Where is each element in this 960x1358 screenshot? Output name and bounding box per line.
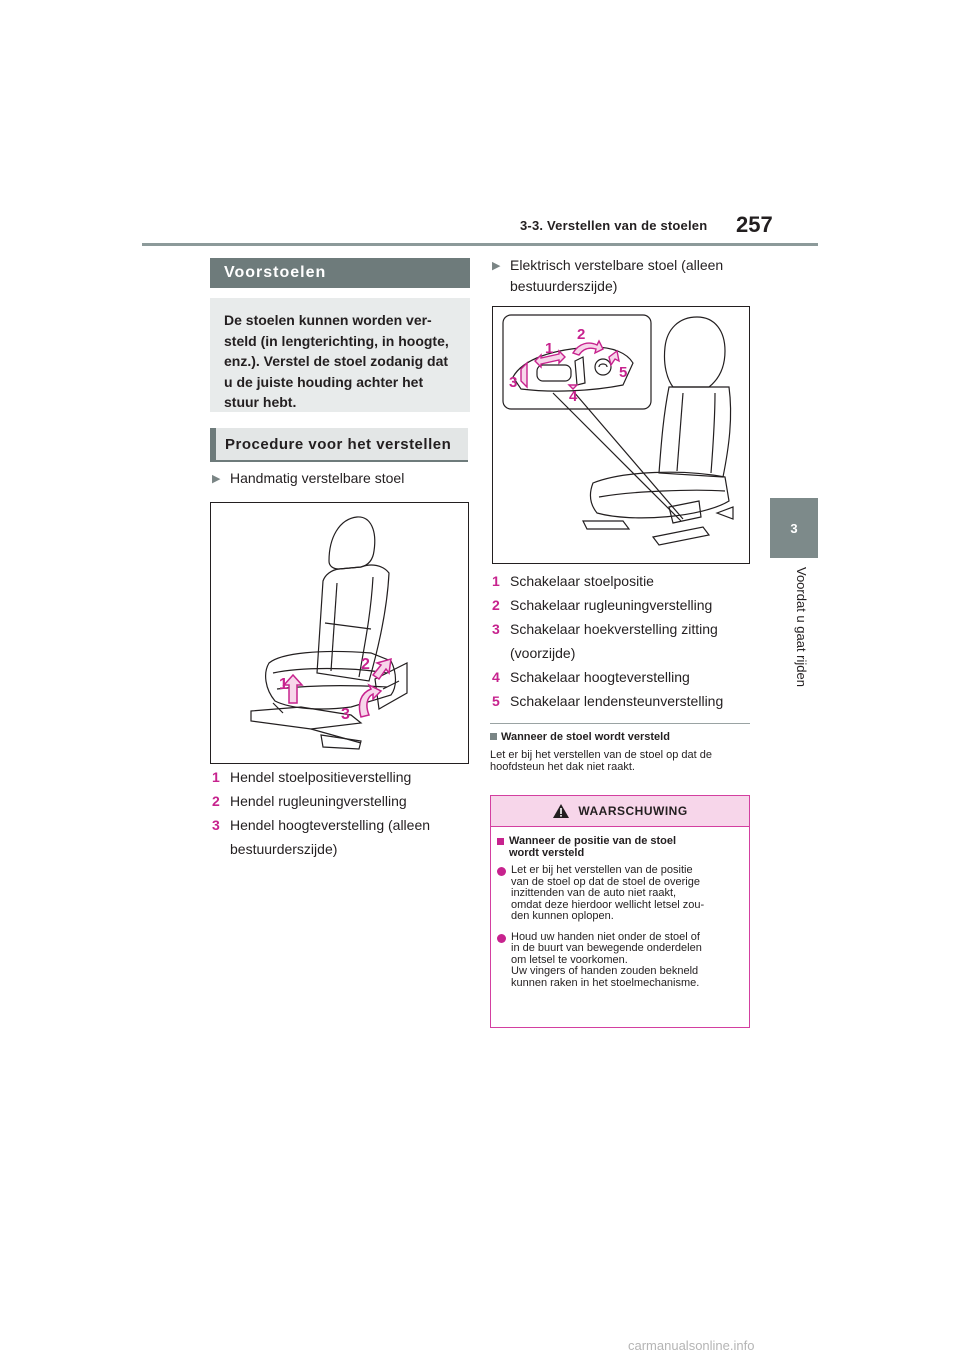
warning-item: Houd uw handen niet onder de stoel of in de buurt van bewegende onderdelen om letsel te voorkomen. Uw vingers of handen zouden bekneld kunnen raken in het stoelmechanisme. xyxy=(491,923,749,990)
power-callout-2: 2 xyxy=(577,326,586,343)
power-seat-label: ▶ Elektrisch verstelbare stoel (alleen bestuurderszijde) xyxy=(492,255,723,297)
list-item: 3 Schakelaar hoekverstelling zitting (voorzijde) xyxy=(492,621,718,661)
note-body: Let er bij het verstellen van de stoel op dat de hoofdsteun het dak niet raakt. xyxy=(490,749,712,773)
warning-subheading: Wanneer de positie van de stoel wordt versteld xyxy=(491,827,749,859)
intro-line: u de juiste houding achter het xyxy=(224,373,424,390)
manual-seat-text: Handmatig verstelbare stoel xyxy=(230,470,405,486)
manual-seat-label xyxy=(212,468,404,490)
list-item: 2 Schakelaar rugleuningverstelling xyxy=(492,597,713,613)
warning-box xyxy=(490,795,750,1028)
intro-line: De stoelen kunnen worden ver- xyxy=(224,312,432,328)
bullet-dot-icon xyxy=(497,867,506,876)
power-items-list xyxy=(492,569,752,713)
list-item: 1 Schakelaar stoelpositie xyxy=(492,573,654,589)
note-divider xyxy=(490,723,750,724)
warning-item: Let er bij het verstellen van de positie van de stoel op dat de stoel de overige inzittenden van de auto niet raakt, omdat deze hierdoor wellicht letsel zou- den kunnen oplopen. xyxy=(491,859,749,923)
chapter-tab: 3 xyxy=(770,498,818,558)
square-bullet-icon xyxy=(497,838,504,845)
list-item: 3 Hendel hoogteverstelling (alleen bestuurderszijde) xyxy=(212,817,431,857)
power-callout-5: 5 xyxy=(619,364,628,381)
header-divider xyxy=(142,243,818,246)
note-title: Wanneer de stoel wordt versteld xyxy=(490,731,670,743)
watermark: carmanualsonline.info xyxy=(628,1338,755,1353)
manual-callout-2: 2 xyxy=(361,656,370,673)
arrow-bullet-icon: ▶ xyxy=(492,260,501,272)
warning-triangle-icon xyxy=(552,803,570,819)
arrow-bullet-icon: ▶ xyxy=(212,473,221,485)
manual-callout-3: 3 xyxy=(341,706,350,723)
power-seat-figure xyxy=(492,306,750,564)
manual-seat-figure xyxy=(210,502,469,764)
list-item: 1 Hendel stoelpositieverstelling xyxy=(212,769,412,785)
list-item: 2 Hendel rugleuningverstelling xyxy=(212,793,407,809)
section-heading: Voorstoelen xyxy=(210,258,470,288)
procedure-heading: Procedure voor het verstellen xyxy=(210,428,468,462)
manual-callout-1: 1 xyxy=(279,676,288,693)
intro-line: enz.). Verstel de stoel zodanig dat xyxy=(224,353,449,369)
bullet-dot-icon xyxy=(497,934,506,943)
square-bullet-icon xyxy=(490,733,497,740)
manual-items-list xyxy=(212,765,468,861)
list-item: 5 Schakelaar lendensteunverstelling xyxy=(492,693,724,709)
page-number: 257 xyxy=(736,212,773,237)
power-callout-4: 4 xyxy=(569,388,578,405)
list-item: 4 Schakelaar hoogteverstelling xyxy=(492,669,690,685)
chapter-title: Voordat u gaat rijden xyxy=(794,567,809,687)
power-callout-3: 3 xyxy=(509,374,518,391)
section-title: 3-3. Verstellen van de stoelen xyxy=(520,218,708,233)
power-callout-1: 1 xyxy=(545,340,554,357)
intro-line: stuur hebt. xyxy=(224,394,297,410)
warning-header: WAARSCHUWING xyxy=(491,796,749,827)
manual-seat-illustration xyxy=(211,503,468,763)
intro-line: steld (in lengterichting, in hoogte, xyxy=(224,332,449,349)
power-seat-illustration xyxy=(493,307,749,563)
intro-box xyxy=(210,298,470,412)
